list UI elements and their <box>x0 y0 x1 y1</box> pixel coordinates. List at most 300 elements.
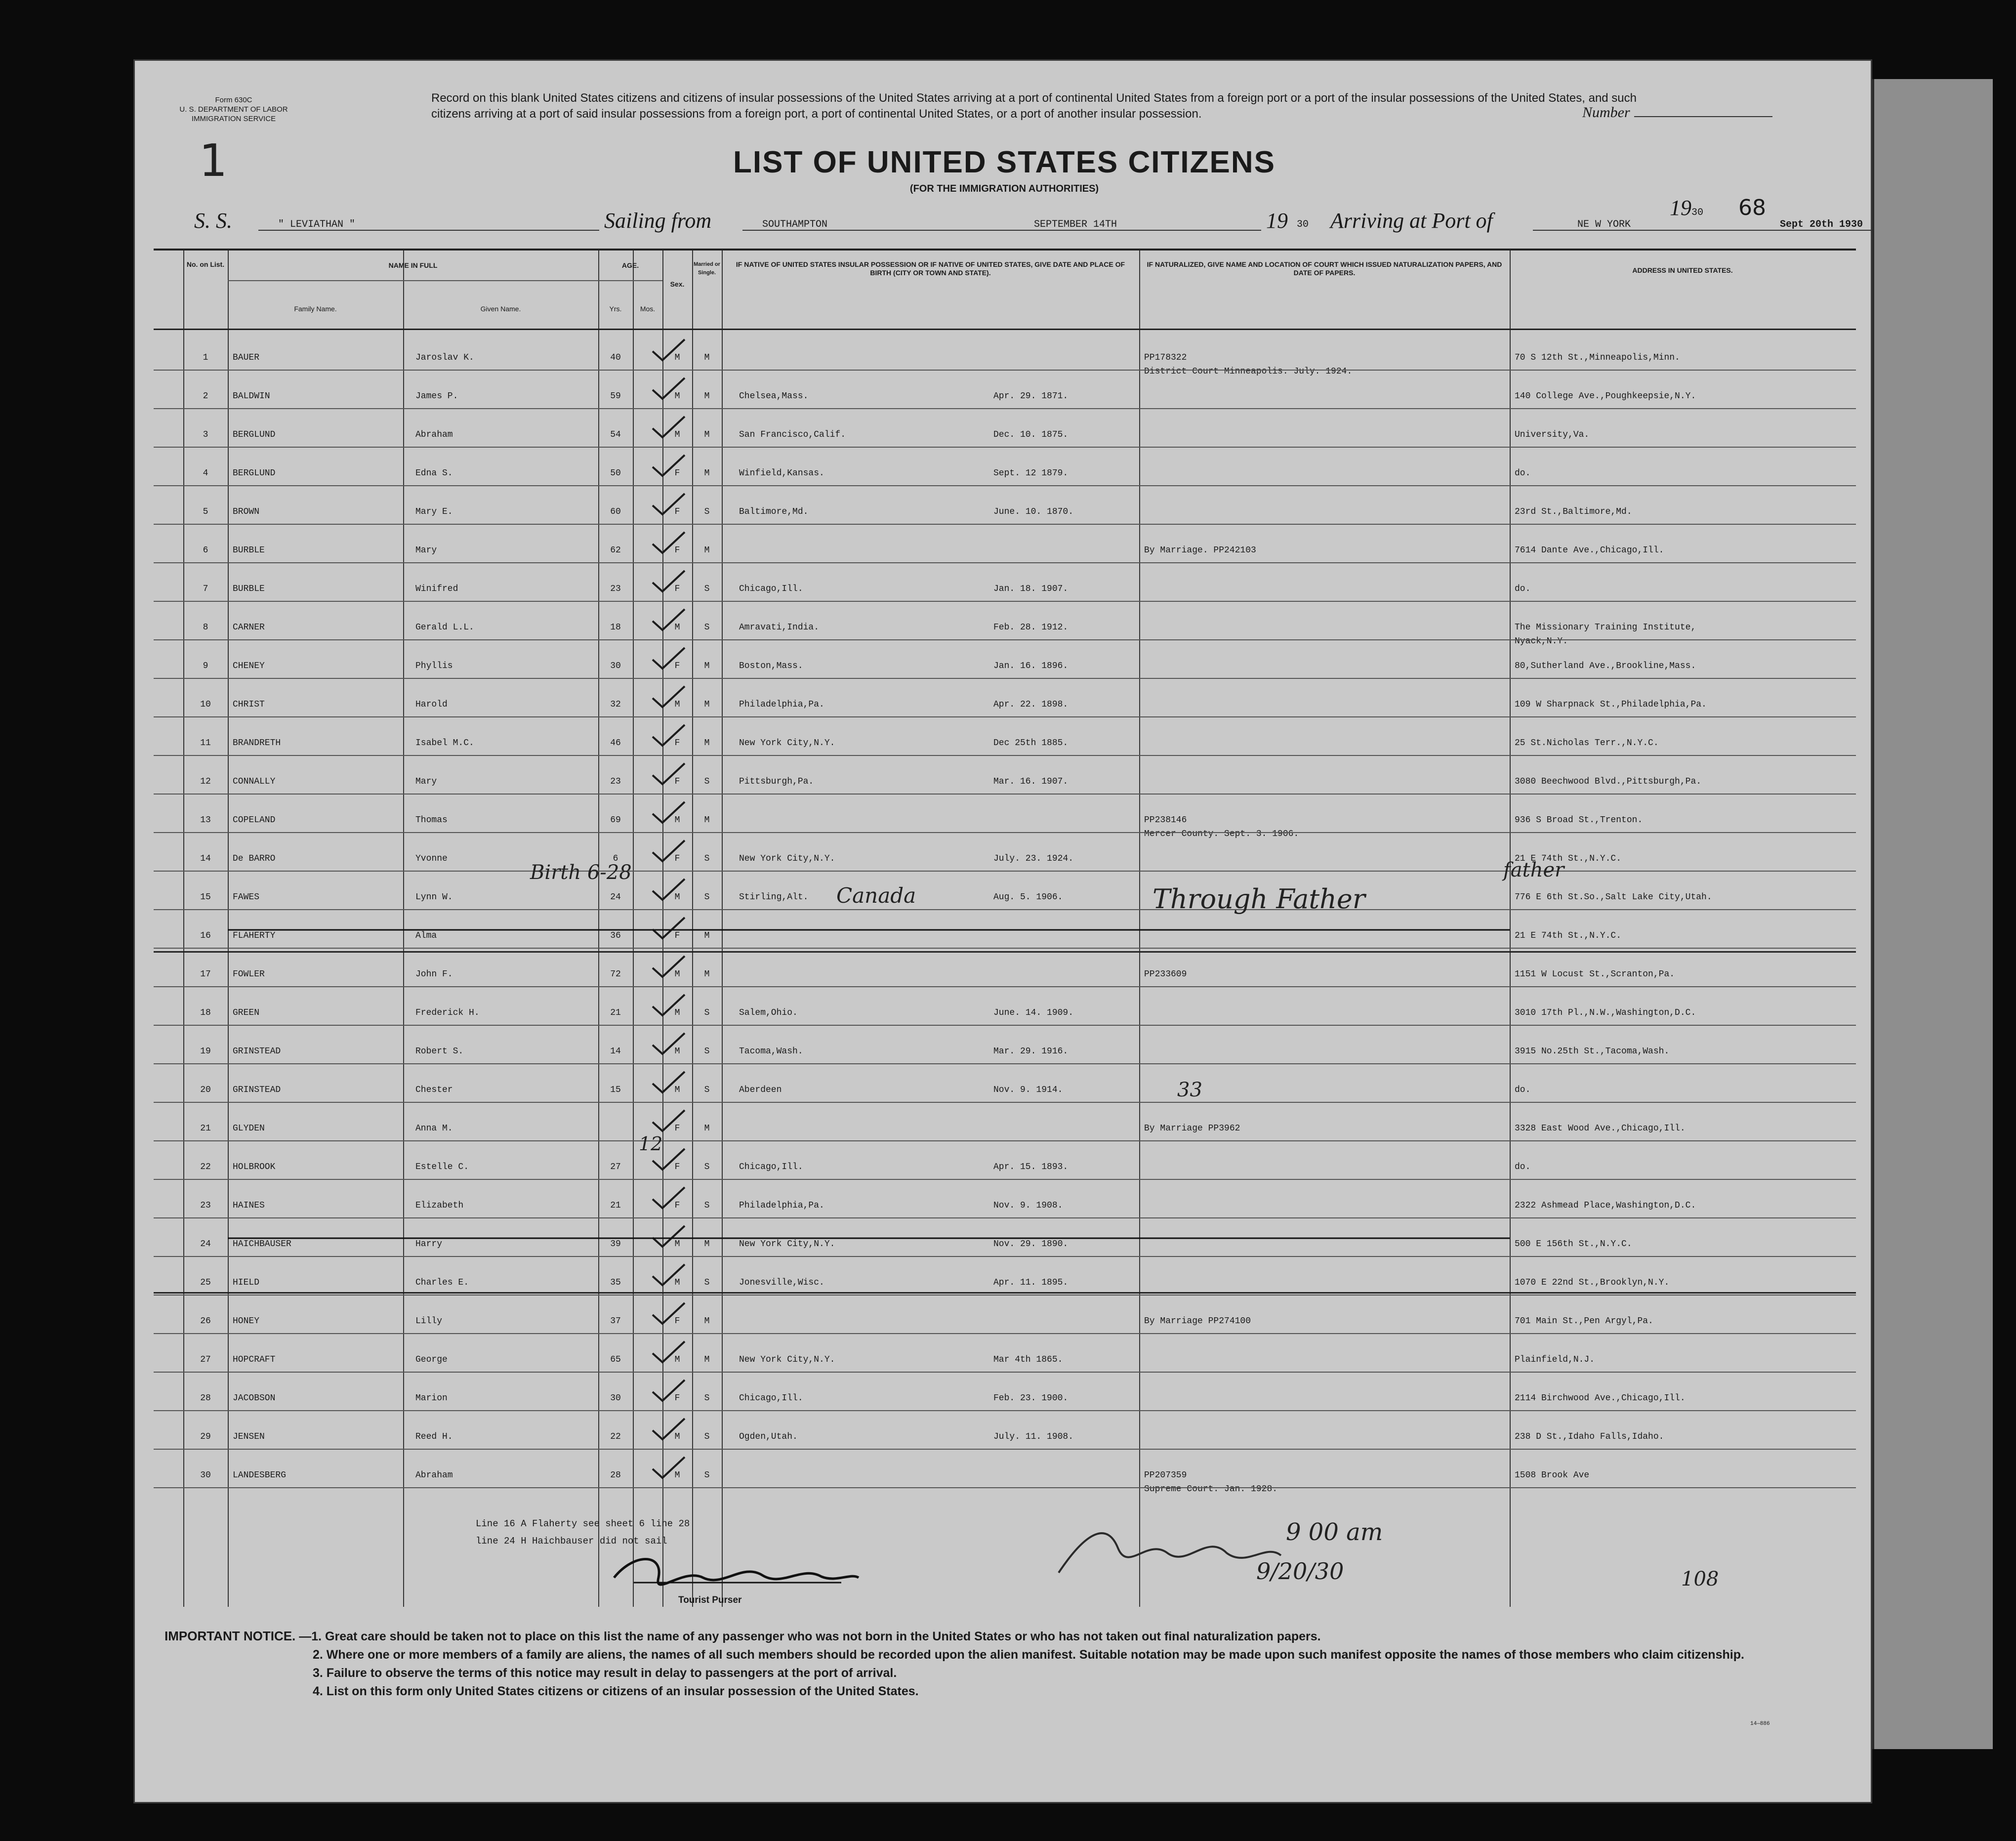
cell-family: FAWES <box>233 892 260 902</box>
cell-birth-place: Tacoma,Wash. <box>739 1046 803 1056</box>
cell-nat-a: PP178322 <box>1144 353 1187 363</box>
cell-birth-date: Nov. 9. 1908. <box>993 1201 1063 1211</box>
cell-age: 24 <box>610 892 621 902</box>
cell-no: 15 <box>200 892 211 902</box>
annotation-birth: Birth 6-28 <box>530 861 632 884</box>
cell-address: 1151 W Locust St.,Scranton,Pa. <box>1515 969 1675 979</box>
cell-birth-place: Aberdeen <box>739 1085 782 1095</box>
cell-family: CHENEY <box>233 661 265 671</box>
cell-birth-date: Nov. 9. 1914. <box>993 1085 1063 1095</box>
hand-mark: 1 <box>199 135 228 187</box>
col-address: ADDRESS IN UNITED STATES. <box>1632 266 1733 274</box>
cell-family: BURBLE <box>233 584 265 594</box>
binding-strip <box>1872 79 1993 1749</box>
cell-given: Abraham <box>415 1470 453 1480</box>
col-yrs: Yrs. <box>609 305 622 313</box>
cell-address: 3080 Beechwood Blvd.,Pittsburgh,Pa. <box>1515 777 1702 787</box>
cell-ms: M <box>704 1124 710 1133</box>
cell-ms: M <box>704 815 710 825</box>
cell-age: 21 <box>610 1201 621 1211</box>
cell-given: John F. <box>415 969 453 979</box>
cell-family: BERGLUND <box>233 468 276 478</box>
cell-no: 1 <box>203 353 208 363</box>
cell-address: do. <box>1515 468 1531 478</box>
arriving-label: Arriving at Port of <box>1330 209 1493 233</box>
cell-address: 500 E 156th St.,N.Y.C. <box>1515 1239 1632 1249</box>
cell-birth-place: Salem,Ohio. <box>739 1008 798 1018</box>
cell-ms: S <box>704 1008 710 1018</box>
cell-birth-place: San Francisco,Calif. <box>739 430 846 440</box>
instructions-text: Record on this blank United States citizens and citizens of insular possessions of the United States arriving at a port of continental United States from a foreign port or a port of the insular possessions of the United States, and such citizens arriving at a port of said insular possessions from a foreign port, a port of continental United States, or a port of another insular possession. <box>431 91 1637 121</box>
cell-family: JENSEN <box>233 1432 265 1442</box>
cell-birth-place: Chicago,Ill. <box>739 1162 803 1172</box>
check-marks <box>154 251 1856 1609</box>
form-identifier <box>155 95 313 124</box>
cell-given: Gerald L.L. <box>415 623 474 632</box>
cell-address: 2322 Ashmead Place,Washington,D.C. <box>1515 1201 1696 1211</box>
cell-birth-place: Philadelphia,Pa. <box>739 700 824 710</box>
cell-given: Lilly <box>415 1316 443 1326</box>
cell-birth-place: Pittsburgh,Pa. <box>739 777 814 787</box>
annotation-age-12: 12 <box>639 1133 663 1155</box>
annotation-through-father: Through Father <box>1152 883 1365 915</box>
cell-address: 21 E 74th St.,N.Y.C. <box>1515 854 1622 864</box>
cell-address: 2114 Birchwood Ave.,Chicago,Ill. <box>1515 1393 1686 1403</box>
check-mark <box>653 1110 685 1131</box>
cell-birth-place: Stirling,Alt. <box>739 892 809 902</box>
cell-address: 70 S 12th St.,Minneapolis,Minn. <box>1515 353 1680 363</box>
cell-address: 701 Main St.,Pen Argyl,Pa. <box>1515 1316 1653 1326</box>
cell-nat-b: Supreme Court. Jan. 1928. <box>1144 1484 1278 1494</box>
check-mark <box>653 1033 685 1054</box>
cell-given: Abraham <box>415 430 453 440</box>
cell-age: 21 <box>610 1008 621 1018</box>
cell-ms: M <box>704 353 710 363</box>
cell-birth-date: Feb. 23. 1900. <box>993 1393 1069 1403</box>
cell-address: 1070 E 22nd St.,Brooklyn,N.Y. <box>1515 1278 1670 1288</box>
year-to: 30 <box>1691 207 1704 218</box>
cell-ms: M <box>704 430 710 440</box>
page-title: LIST OF UNITED STATES CITIZENS <box>733 145 1275 179</box>
cell-given: Anna M. <box>415 1124 453 1133</box>
cell-address2: Nyack,N.Y. <box>1515 636 1568 646</box>
cell-no: 13 <box>200 815 211 825</box>
punch-hole <box>86 1374 109 1396</box>
ss-label: S. S. <box>194 209 232 233</box>
cell-age: 50 <box>610 468 621 478</box>
cell-birth-date: Apr. 22. 1898. <box>993 700 1069 710</box>
cell-given: Mary <box>415 545 437 555</box>
cell-age: 6 <box>613 854 618 864</box>
cell-no: 14 <box>200 854 211 864</box>
cell-no: 19 <box>200 1046 211 1056</box>
cell-age: 62 <box>610 545 621 555</box>
cell-no: 11 <box>200 738 211 748</box>
cell-sex: M <box>674 353 680 363</box>
cell-nat-a: By Marriage PP274100 <box>1144 1316 1251 1326</box>
cell-sex: M <box>674 1355 680 1365</box>
cell-given: Winifred <box>415 584 458 594</box>
number-line <box>1634 116 1772 117</box>
cell-sex: M <box>674 1046 680 1056</box>
cell-no: 8 <box>203 623 208 632</box>
number-field <box>1582 104 1814 121</box>
cell-given: Mary E. <box>415 507 453 517</box>
cell-birth-place: New York City,N.Y. <box>739 854 835 864</box>
cell-ms: S <box>704 1046 710 1056</box>
cell-age: 46 <box>610 738 621 748</box>
cell-no: 10 <box>200 700 211 710</box>
cell-birth-date: Apr. 11. 1895. <box>993 1278 1069 1288</box>
cell-ms: S <box>704 1278 710 1288</box>
cell-birth-date: Mar. 16. 1907. <box>993 777 1069 787</box>
notice-item-1: —1. Great care should be taken not to place on this list the name of any passenger who was not born in the United States or who has not taken out final naturalization papers. <box>299 1630 1321 1643</box>
cell-sex: F <box>674 1124 680 1133</box>
signature-time: 9 00 am <box>1286 1518 1383 1546</box>
cell-no: 16 <box>200 931 211 941</box>
cell-family: FOWLER <box>233 969 265 979</box>
cell-address: 7614 Dante Ave.,Chicago,Ill. <box>1515 545 1664 555</box>
cell-ms: M <box>704 468 710 478</box>
cell-sex: F <box>674 584 680 594</box>
cell-birth-date: Sept. 12 1879. <box>993 468 1069 478</box>
cell-age: 23 <box>610 584 621 594</box>
cell-family: BROWN <box>233 507 260 517</box>
cell-nat-b: Mercer County. Sept. 3. 1906. <box>1144 829 1299 839</box>
cell-ms: S <box>704 1393 710 1403</box>
cell-given: Lynn W. <box>415 892 453 902</box>
cell-ms: M <box>704 1316 710 1326</box>
col-family-name: Family Name. <box>294 305 337 313</box>
cell-birth-date: Mar. 29. 1916. <box>993 1046 1069 1056</box>
cell-age: 15 <box>610 1085 621 1095</box>
cell-given: Elizabeth <box>415 1201 464 1211</box>
cell-no: 28 <box>200 1393 211 1403</box>
cell-given: Chester <box>415 1085 453 1095</box>
check-mark <box>653 1226 685 1247</box>
cell-birth-date: Nov. 29. 1890. <box>993 1239 1069 1249</box>
cell-family: BRANDRETH <box>233 738 281 748</box>
cell-no: 29 <box>200 1432 211 1442</box>
punch-hole <box>86 954 109 976</box>
cell-age: 39 <box>610 1239 621 1249</box>
cell-sex: M <box>674 700 680 710</box>
cell-ms: M <box>704 738 710 748</box>
ship-name: " LEVIATHAN " <box>278 219 356 230</box>
cell-sex: M <box>674 1008 680 1018</box>
cell-birth-date: Dec. 10. 1875. <box>993 430 1069 440</box>
cell-family: GLYDEN <box>233 1124 265 1133</box>
check-mark <box>653 609 685 630</box>
check-mark <box>653 725 685 746</box>
cell-ms: M <box>704 391 710 401</box>
cell-family: HAICHBAUSER <box>233 1239 291 1249</box>
cell-family: LANDESBERG <box>233 1470 287 1480</box>
cell-address: do. <box>1515 584 1531 594</box>
cell-nat-b: District Court Minneapolis. July. 1924. <box>1144 367 1353 377</box>
cell-age: 35 <box>610 1278 621 1288</box>
cell-no: 30 <box>200 1470 211 1480</box>
punch-hole <box>86 593 109 616</box>
cell-age: 14 <box>610 1046 621 1056</box>
cell-birth-place: Winfield,Kansas. <box>739 468 824 478</box>
cell-ms: M <box>704 1355 710 1365</box>
cell-sex: F <box>674 931 680 941</box>
col-age: AGE. <box>621 261 639 269</box>
cell-age: 54 <box>610 430 621 440</box>
cell-birth-date: Mar 4th 1865. <box>993 1355 1063 1365</box>
year-to-group <box>1670 195 1766 220</box>
purser-label: Tourist Purser <box>678 1595 742 1605</box>
cell-birth-place: Chelsea,Mass. <box>739 391 809 401</box>
check-mark <box>653 1187 685 1208</box>
cell-address: 776 E 6th St.So.,Salt Lake City,Utah. <box>1515 892 1712 902</box>
cell-ms: S <box>704 1432 710 1442</box>
cell-birth-date: July. 11. 1908. <box>993 1432 1074 1442</box>
cell-sex: F <box>674 1393 680 1403</box>
port-from: SOUTHAMPTON <box>762 219 828 230</box>
cell-no: 27 <box>200 1355 211 1365</box>
cell-birth-place: New York City,N.Y. <box>739 1239 835 1249</box>
check-mark <box>653 1072 685 1092</box>
cell-ms: S <box>704 1470 710 1480</box>
col-naturalization: IF NATURALIZED, GIVE NAME AND LOCATION OF COURT WHICH ISSUED NATURALIZATION PAPERS, AND DATE OF PAPERS. <box>1147 260 1502 277</box>
cell-birth-date: June. 10. 1870. <box>993 507 1074 517</box>
passenger-table <box>154 249 1856 1609</box>
annotation-father: father <box>1503 859 1564 881</box>
cell-no: 24 <box>200 1239 211 1249</box>
cell-age: 59 <box>610 391 621 401</box>
cell-sex: F <box>674 854 680 864</box>
cell-given: Estelle C. <box>415 1162 469 1172</box>
cell-given: Yvonne <box>415 854 448 864</box>
cell-family: BALDWIN <box>233 391 270 401</box>
cell-family: JACOBSON <box>233 1393 276 1403</box>
cell-given: Thomas <box>415 815 448 825</box>
cell-given: Edna S. <box>415 468 453 478</box>
check-mark <box>653 879 685 900</box>
cell-age: 22 <box>610 1432 621 1442</box>
cell-ms: M <box>704 700 710 710</box>
cell-given: Alma <box>415 931 437 941</box>
cell-ms: S <box>704 623 710 632</box>
cell-address: 109 W Sharpnack St.,Philadelphia,Pa. <box>1515 700 1707 710</box>
punch-hole <box>86 1255 116 1285</box>
cell-ms: M <box>704 545 710 555</box>
check-mark <box>653 378 685 399</box>
cell-no: 6 <box>203 545 208 555</box>
cell-family: HOLBROOK <box>233 1162 276 1172</box>
annotation-33: 33 <box>1177 1079 1202 1101</box>
department-label: U. S. DEPARTMENT OF LABOR <box>179 105 288 114</box>
cell-age: 72 <box>610 969 621 979</box>
cell-ms: S <box>704 777 710 787</box>
cell-address: 21 E 74th St.,N.Y.C. <box>1515 931 1622 941</box>
cell-sex: F <box>674 1201 680 1211</box>
cell-sex: M <box>674 969 680 979</box>
col-sex: Sex. <box>670 280 685 288</box>
notice-item-4: 4. List on this form only United States citizens or citizens of an insular possession of the United States. <box>313 1684 919 1698</box>
cell-ms: S <box>704 1085 710 1095</box>
cell-sex: F <box>674 738 680 748</box>
col-married: Married or Single. <box>694 261 720 276</box>
check-mark <box>653 1419 685 1439</box>
cell-given: Isabel M.C. <box>415 738 474 748</box>
voyage-line-end <box>135 208 1874 243</box>
cell-nat-a: By Marriage PP3962 <box>1144 1124 1240 1133</box>
punch-hole <box>86 697 109 719</box>
cell-no: 7 <box>203 584 208 594</box>
cell-age: 60 <box>610 507 621 517</box>
cell-given: George <box>415 1355 448 1365</box>
cell-nat-a: PP207359 <box>1144 1470 1187 1480</box>
cell-given: Jaroslav K. <box>415 353 474 363</box>
cell-family: BERGLUND <box>233 430 276 440</box>
cell-ms: S <box>704 1162 710 1172</box>
date-to: Sept 20th 1930 <box>1780 219 1863 230</box>
cell-no: 22 <box>200 1162 211 1172</box>
cell-age: 28 <box>610 1470 621 1480</box>
cell-address: 3010 17th Pl.,N.W.,Washington,D.C. <box>1515 1008 1696 1018</box>
cell-nat-a: PP238146 <box>1144 815 1187 825</box>
col-birth: IF NATIVE OF UNITED STATES INSULAR POSSESSION OR IF NATIVE OF UNITED STATES, GIVE DATE AND PLACE OF BIRTH (CITY OR TOWN AND STATE). <box>736 260 1125 277</box>
cell-age: 65 <box>610 1355 621 1365</box>
cell-sex: M <box>674 623 680 632</box>
cell-birth-place: New York City,N.Y. <box>739 738 835 748</box>
check-mark <box>653 532 685 553</box>
cell-address: do. <box>1515 1162 1531 1172</box>
cell-address: 140 College Ave.,Poughkeepsie,N.Y. <box>1515 391 1696 401</box>
cell-birth-date: Dec 25th 1885. <box>993 738 1069 748</box>
cell-address: 23rd St.,Baltimore,Md. <box>1515 507 1632 517</box>
cell-given: Reed H. <box>415 1432 453 1442</box>
cell-given: Harry <box>415 1239 443 1249</box>
cell-family: CHRIST <box>233 700 265 710</box>
cell-birth-date: July. 23. 1924. <box>993 854 1074 864</box>
cell-ms: M <box>704 1239 710 1249</box>
cell-address: 3915 No.25th St.,Tacoma,Wash. <box>1515 1046 1670 1056</box>
col-no: No. on List. <box>186 260 225 268</box>
check-mark <box>653 995 685 1015</box>
check-mark <box>653 763 685 784</box>
cell-birth-date: Feb. 28. 1912. <box>993 623 1069 632</box>
cell-address: University,Va. <box>1515 430 1590 440</box>
cell-sex: F <box>674 777 680 787</box>
cell-sex: M <box>674 1470 680 1480</box>
cell-age: 37 <box>610 1316 621 1326</box>
cell-age: 40 <box>610 353 621 363</box>
check-mark <box>653 918 685 938</box>
cell-age: 23 <box>610 777 621 787</box>
cell-family: COPELAND <box>233 815 276 825</box>
cell-address: 238 D St.,Idaho Falls,Idaho. <box>1515 1432 1664 1442</box>
check-mark <box>653 956 685 977</box>
cell-address: Plainfield,N.J. <box>1515 1355 1595 1365</box>
cell-birth-date: Jan. 18. 1907. <box>993 584 1069 594</box>
cell-no: 23 <box>200 1201 211 1211</box>
form-number: Form 630C <box>215 96 252 104</box>
notice-lead: IMPORTANT NOTICE. <box>165 1629 296 1643</box>
cell-family: HIELD <box>233 1278 260 1288</box>
check-mark <box>653 686 685 707</box>
cell-no: 12 <box>200 777 211 787</box>
cell-sex: M <box>674 1239 680 1249</box>
cell-birth-date: June. 14. 1909. <box>993 1008 1074 1018</box>
cell-family: BURBLE <box>233 545 265 555</box>
check-mark <box>653 1457 685 1478</box>
cell-ms: S <box>704 892 710 902</box>
cell-birth-place: Jonesville,Wisc. <box>739 1278 824 1288</box>
sheet-number: 68 <box>1738 195 1767 220</box>
cell-age: 69 <box>610 815 621 825</box>
cell-birth-place: Ogden,Utah. <box>739 1432 798 1442</box>
cell-family: BAUER <box>233 353 260 363</box>
cell-given: Charles E. <box>415 1278 469 1288</box>
note-line-24: line 24 H Haichbauser did not sail <box>476 1536 667 1547</box>
cell-no: 5 <box>203 507 208 517</box>
cell-address: 936 S Broad St.,Trenton. <box>1515 815 1643 825</box>
col-mos: Mos. <box>640 305 656 313</box>
cell-given: Harold <box>415 700 448 710</box>
cell-family: GRINSTEAD <box>233 1046 281 1056</box>
cell-family: De BARRO <box>233 854 276 864</box>
check-mark <box>653 571 685 591</box>
col-given-name: Given Name. <box>480 305 521 313</box>
cell-birth-place: Baltimore,Md. <box>739 507 809 517</box>
cell-no: 4 <box>203 468 208 478</box>
check-mark <box>653 1380 685 1401</box>
cell-birth-place: Chicago,Ill. <box>739 1393 803 1403</box>
year-to-prefix: 19 <box>1670 196 1691 220</box>
cell-sex: F <box>674 545 680 555</box>
cell-birth-date: Apr. 29. 1871. <box>993 391 1069 401</box>
cell-ms: S <box>704 584 710 594</box>
cell-ms: M <box>704 931 710 941</box>
cell-sex: M <box>674 892 680 902</box>
notice-item-2: 2. Where one or more members of a family are aliens, the names of all such members should be recorded upon the alien manifest. Suitable notation may be made upon such manifest opposite the names of those members who claim citizenship. <box>313 1648 1744 1662</box>
cell-no: 18 <box>200 1008 211 1018</box>
cell-given: Mary <box>415 777 437 787</box>
check-mark <box>653 648 685 669</box>
cell-family: CONNALLY <box>233 777 276 787</box>
check-mark <box>653 494 685 514</box>
cell-ms: S <box>704 507 710 517</box>
punch-hole <box>86 277 109 299</box>
cell-given: Phyllis <box>415 661 453 671</box>
cell-no: 21 <box>200 1124 211 1133</box>
punch-hole <box>86 1171 116 1201</box>
cell-nat-a: PP233609 <box>1144 969 1187 979</box>
cell-address: 25 St.Nicholas Terr.,N.Y.C. <box>1515 738 1659 748</box>
check-mark <box>653 455 685 476</box>
important-notice <box>165 1627 1819 1701</box>
cell-birth-date: Jan. 16. 1896. <box>993 661 1069 671</box>
check-mark <box>653 840 685 861</box>
form-code: 14—886 <box>1750 1721 1770 1727</box>
cell-sex: M <box>674 1278 680 1288</box>
cell-age: 18 <box>610 623 621 632</box>
cell-family: GRINSTEAD <box>233 1085 281 1095</box>
cell-nat-a: By Marriage. PP242103 <box>1144 545 1256 555</box>
page-subtitle: (FOR THE IMMIGRATION AUTHORITIES) <box>909 183 1099 194</box>
cell-birth-date: Aug. 5. 1906. <box>993 892 1063 902</box>
date-from: SEPTEMBER 14TH <box>1034 219 1117 230</box>
cell-ms: M <box>704 969 710 979</box>
cell-no: 26 <box>200 1316 211 1326</box>
cell-ms: M <box>704 661 710 671</box>
col-name-in-full: NAME IN FULL <box>388 261 438 269</box>
cell-address: do. <box>1515 1085 1531 1095</box>
